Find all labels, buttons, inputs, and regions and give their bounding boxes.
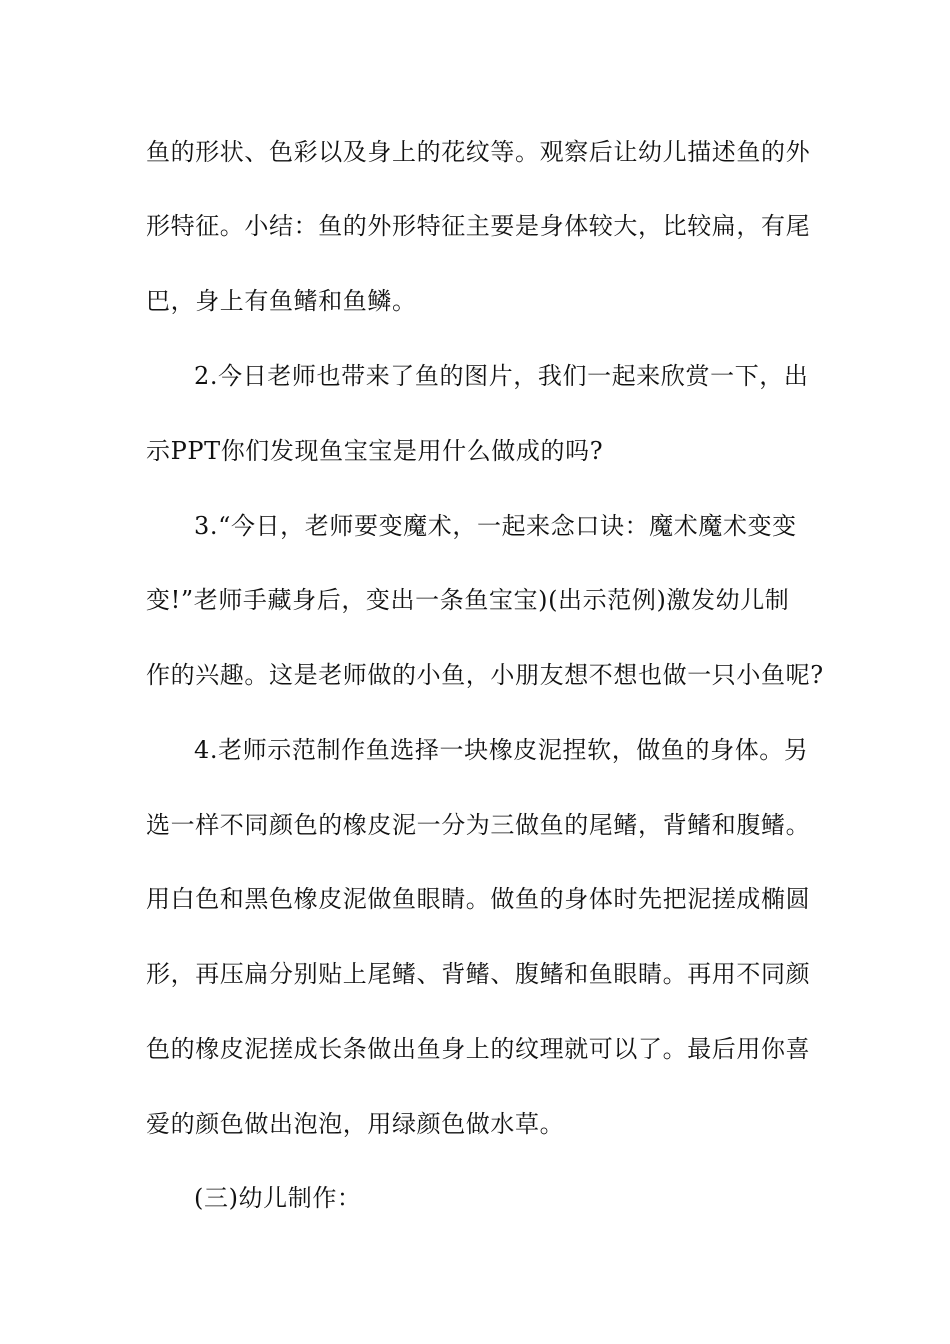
text-line: 色的橡皮泥搓成长条做出鱼身上的纹理就可以了。最后用你喜 (146, 1035, 811, 1063)
text-line: 巴，身上有鱼鳍和鱼鳞。 (146, 287, 417, 315)
text-line: 作的兴趣。这是老师做的小鱼，小朋友想不想也做一只小鱼呢? (146, 661, 824, 689)
text-line: 用白色和黑色橡皮泥做鱼眼睛。做鱼的身体时先把泥搓成椭圆 (146, 885, 811, 913)
text-line: 选一样不同颜色的橡皮泥一分为三做鱼的尾鳍，背鳍和腹鳍。 (146, 811, 811, 839)
paragraph-start-line: 2.今日老师也带来了鱼的图片，我们一起来欣赏一下，出 (194, 362, 809, 390)
paragraph-start-line: 3.“今日，老师要变魔术，一起来念口诀：魔术魔术变变 (194, 512, 797, 540)
paragraph-start-line: 4.老师示范制作鱼选择一块橡皮泥捏软，做鱼的身体。另 (194, 736, 809, 764)
text-line: 鱼的形状、色彩以及身上的花纹等。观察后让幼儿描述鱼的外 (146, 138, 811, 166)
section-heading: (三)幼儿制作： (194, 1184, 362, 1212)
text-line: 形特征。小结：鱼的外形特征主要是身体较大，比较扁，有尾 (146, 212, 811, 240)
text-line: 形，再压扁分别贴上尾鳍、背鳍、腹鳍和鱼眼睛。再用不同颜 (146, 960, 811, 988)
text-line: 示PPT你们发现鱼宝宝是用什么做成的吗? (146, 437, 604, 465)
text-line: 爱的颜色做出泡泡，用绿颜色做水草。 (146, 1110, 565, 1138)
text-line: 变!”老师手藏身后，变出一条鱼宝宝)(出示范例)激发幼儿制 (146, 586, 790, 614)
